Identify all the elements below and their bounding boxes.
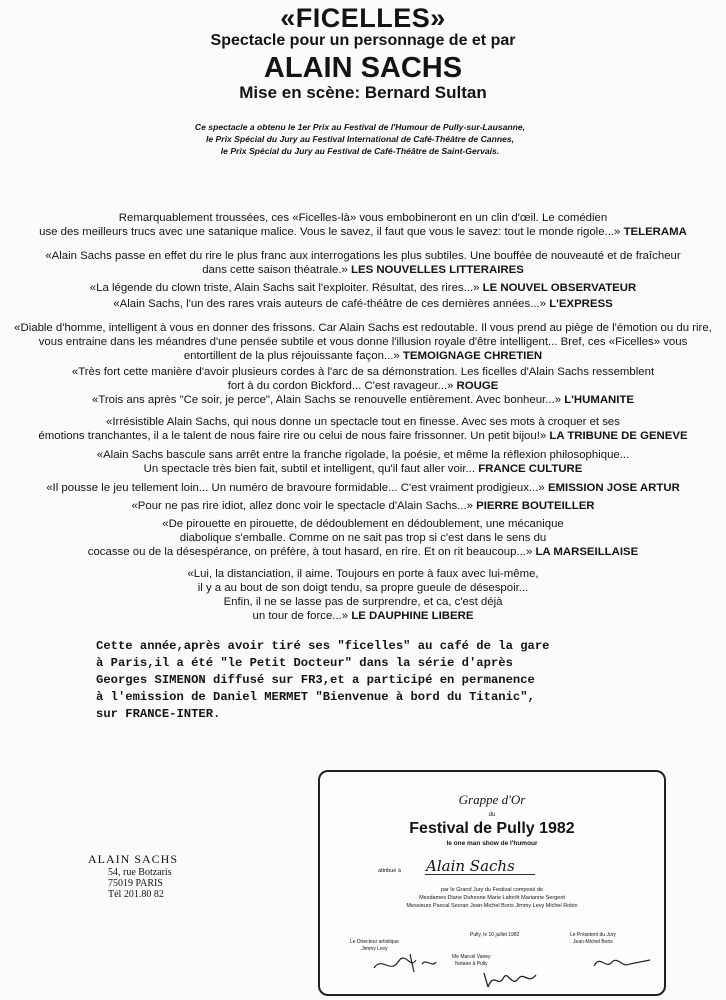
review-source: LA MARSEILLAISE <box>535 546 639 558</box>
awards-block <box>150 121 570 157</box>
review <box>0 415 726 443</box>
middle-signer <box>452 954 491 968</box>
right-signer <box>570 932 616 946</box>
review-text: Remarquablement troussées, ces «Ficelles-là» vous embobineront en un clin d'œil. Le comédien <box>118 212 608 224</box>
review-line <box>0 225 726 239</box>
review-text: «Alain Sachs, l'un des rares vrais auteurs de café-théâtre de ces dernières années...» <box>113 298 547 310</box>
author-name: ALAIN SACHS <box>263 52 463 84</box>
review-text: «Il pousse le jeu tellement loin... Un numéro de bravoure formidable... C'est vraiment prodigieux...» <box>46 482 545 494</box>
award-line: Ce spectacle a obtenu le 1er Prix au Festival de l'Humour de Pully-sur-Lausanne, <box>194 122 526 132</box>
review-line <box>0 567 726 581</box>
typed-line: Georges SIMENON diffusé sur FR3,et a participé en permanence <box>96 673 535 687</box>
left-signer-title: Le Directeur artistique <box>350 939 399 945</box>
review-text: «Très fort cette manière d'avoir plusieurs cordes à l'arc de sa démonstration. Les ficelles d'Alain Sachs ressemblent <box>71 366 655 378</box>
review-source: LES NOUVELLES LITTERAIRES <box>351 264 524 276</box>
typed-line: à l'emission de Daniel MERMET "Bienvenue à bord du Titanic", <box>96 690 535 704</box>
review-line <box>0 481 726 495</box>
review-text: Enfin, il ne se lasse pas de surprendre, et ca, c'est déjà <box>223 596 503 608</box>
review-line <box>0 517 726 531</box>
review-text: entortillent de la plus réjouissante façon...» <box>183 350 400 362</box>
left-signer-name: Jimmy Levy <box>361 946 388 952</box>
address-city: 75019 PARIS <box>108 878 163 889</box>
award-certificate <box>318 770 666 996</box>
left-signature <box>370 950 440 976</box>
typed-note <box>96 638 656 723</box>
middle-signature <box>480 967 540 991</box>
review-line <box>0 531 726 545</box>
review <box>0 365 726 393</box>
review-line <box>0 321 726 335</box>
show-title: «FICELLES» <box>280 3 446 33</box>
review-text: vous entraine dans les méandres d'une pensée subtile et vous donne l'illusion royale d'être intelligent... Bref, ces «Ficelles» vous <box>38 336 688 348</box>
review-line <box>0 462 726 476</box>
review-line <box>0 448 726 462</box>
review-text: cocasse ou de la désespérance, on préfère, à tout hasard, en rire. Et on rit beaucoup...» <box>87 546 533 558</box>
review-source: ROUGE <box>456 380 499 392</box>
review-source: L'EXPRESS <box>549 298 613 310</box>
header <box>0 4 726 102</box>
jury-line: Mesdames Diane Dufresne Marie Laforêt Marianne Sergent <box>419 895 565 901</box>
certificate-heading: Grappe d'Or <box>458 792 526 807</box>
review-text: fort à du cordon Bickford... C'est ravageur...» <box>227 380 454 392</box>
review <box>0 517 726 559</box>
award-line: le Prix Spécial du Jury au Festival de Café-Théâtre de Saint-Gervais. <box>220 146 500 156</box>
review-line <box>0 415 726 429</box>
address-phone: Tél 201.80 82 <box>108 889 164 900</box>
review <box>0 211 726 239</box>
director-credit: Mise en scène: Bernard Sultan <box>239 83 487 102</box>
review-text: «Diable d'homme, intelligent à vous en donner des frissons. Car Alain Sachs est redoutable. Il vous prend au piège de l'émotion ou du rire, <box>14 322 712 334</box>
review-line <box>0 393 726 407</box>
certificate-festival: Festival de Pully 1982 <box>409 820 575 837</box>
certificate-attributed-label: attribué à <box>378 868 401 874</box>
review-text: use des meilleurs trucs avec une satanique malice. Vous le savez, il faut que vous le savez: tout le monde rigole...» <box>39 226 621 238</box>
review-line <box>0 281 726 295</box>
right-signer-title: Le Président du Jury <box>570 932 616 938</box>
review-text: Un spectacle très bien fait, subtil et intelligent, qu'il faut aller voir... <box>143 463 476 475</box>
review-line <box>0 349 726 363</box>
certificate-tagline: le one man show de l'humour <box>446 840 538 847</box>
review-line <box>0 545 726 559</box>
review-source: TELERAMA <box>623 226 687 238</box>
review-line <box>0 365 726 379</box>
review-source: PIERRE BOUTEILLER <box>476 500 595 512</box>
review-source: LA TRIBUNE DE GENEVE <box>549 430 688 442</box>
review-line <box>0 379 726 393</box>
review <box>0 393 726 407</box>
review-line <box>0 429 726 443</box>
review-source: FRANCE CULTURE <box>478 463 583 475</box>
review-line <box>0 211 726 225</box>
review-source: LE DAUPHINE LIBERE <box>351 610 474 622</box>
middle-signer-role: Notaire à Pully <box>455 961 488 967</box>
right-signature <box>590 950 654 974</box>
review <box>0 321 726 363</box>
certificate-recipient: Alain Sachs <box>426 857 515 875</box>
review-text: émotions tranchantes, il a le talent de nous faire rire ou celui de nous faire frissonner. Un petit bijou!» <box>38 430 547 442</box>
jury-line: par le Grand Jury du Festival composé de <box>440 887 544 893</box>
award-line: le Prix Spécial du Jury au Festival International de Café-Théâtre de Cannes, <box>205 134 515 144</box>
jury-line: Messieurs Pascal Sevran Jean-Michel Boris Jimmy Levy Michel Robin <box>406 903 578 909</box>
review <box>0 281 726 295</box>
review-text: «De pirouette en pirouette, de dédoublement en dédoublement, une mécanique <box>162 518 564 530</box>
review-text: «Irrésistible Alain Sachs, qui nous donne un spectacle tout en finesse. Avec ses mots à croquer et ses <box>106 416 620 428</box>
review-source: L'HUMANITE <box>564 394 634 406</box>
review <box>0 249 726 277</box>
review-source: EMISSION JOSE ARTUR <box>547 482 680 494</box>
review-line <box>0 499 726 513</box>
review <box>0 567 726 623</box>
review-line <box>0 609 726 623</box>
review-line <box>0 297 726 311</box>
right-signer-name: Jean-Michel Boris <box>573 939 613 945</box>
address-street: 54, rue Botzaris <box>108 867 172 878</box>
review-source: TEMOIGNAGE CHRETIEN <box>402 350 543 362</box>
recipient-underline <box>425 874 535 875</box>
certificate-date: Pully, le 10 juillet 1982 <box>470 932 520 938</box>
review-text: diabolique s'emballe. Comme on ne sait pas trop si c'est dans le sens du <box>179 532 547 544</box>
review-line <box>0 581 726 595</box>
middle-signer-title: Me Marcel Vaney <box>452 954 491 960</box>
review <box>0 481 726 495</box>
review-text: «Trois ans après "Ce soir, je perce", Alain Sachs se renouvelle entièrement. Avec bonheur...» <box>92 394 562 406</box>
review-line <box>0 263 726 277</box>
address-name: ALAIN SACHS <box>88 852 179 866</box>
typed-line: sur FRANCE-INTER. <box>96 707 221 721</box>
review-text: dans cette saison théatrale.» <box>202 264 348 276</box>
review-line <box>0 595 726 609</box>
review-text: «Lui, la distanciation, il aime. Toujours en porte à faux avec lui-même, <box>187 568 539 580</box>
contact-address <box>88 852 228 900</box>
review-line <box>0 249 726 263</box>
review <box>0 297 726 311</box>
review-text: «Alain Sachs bascule sans arrêt entre la franche rigolade, la poésie, et même la réflexion philosophique... <box>96 449 630 461</box>
review-text: il y a au bout de son doigt tendu, sa propre gueule de désespoir... <box>197 582 529 594</box>
review-line <box>0 335 726 349</box>
typed-line: Cette année,après avoir tiré ses "ficelles" au café de la gare <box>96 639 550 653</box>
review-text: «Pour ne pas rire idiot, allez donc voir le spectacle d'Alain Sachs...» <box>131 500 473 512</box>
certificate-du: du <box>488 812 496 818</box>
review-source: LE NOUVEL OBSERVATEUR <box>482 282 637 294</box>
review <box>0 499 726 513</box>
review <box>0 448 726 476</box>
typed-line: à Paris,il a été "le Petit Docteur" dans la série d'après <box>96 656 513 670</box>
review-text: «Alain Sachs passe en effet du rire le plus franc aux interrogations les plus subtiles. Une bouffée de nouveauté et de fraîcheur <box>45 250 681 262</box>
review-text: un tour de force...» <box>252 610 349 622</box>
certificate-jury <box>320 886 664 910</box>
review-text: «La légende du clown triste, Alain Sachs sait l'exploiter. Résultat, des rires...» <box>89 282 480 294</box>
show-subtitle: Spectacle pour un personnage de et par <box>210 32 516 49</box>
